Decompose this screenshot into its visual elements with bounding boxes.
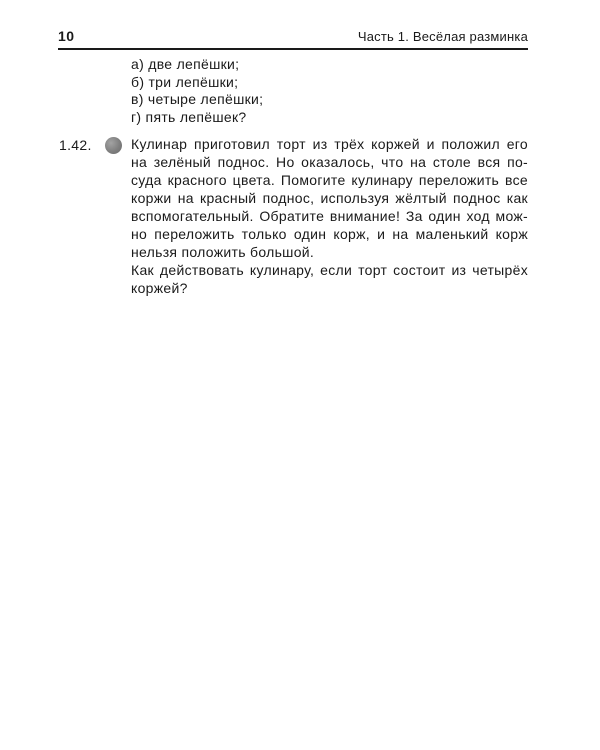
page-number: 10 (58, 28, 75, 44)
task-text-line: коржей? (131, 280, 188, 296)
task-text-line: коржи на красный поднос, используя жёлтый поднос как (131, 190, 528, 206)
task-text (131, 135, 528, 297)
task-text-line: суда красного цвета. Помогите кулинару переложить все (131, 172, 528, 188)
task-text-line: но переложить только один корж, и на маленький корж (131, 226, 528, 242)
answer-option-c: в) четыре лепёшки; (131, 91, 264, 107)
answer-option-b: б) три лепёшки; (131, 73, 239, 90)
page-header (58, 26, 528, 50)
task-text-line: Кулинар приготовил торт из трёх коржей и положил его (131, 136, 528, 152)
task-text-line: нельзя положить большой. (131, 244, 315, 260)
task-text-line: Как действовать кулинару, если торт состоит из четырёх (131, 262, 528, 278)
task-number: 1.42. (59, 137, 92, 153)
answer-option-a: а) две лепёшки; (131, 56, 240, 72)
answer-options-list (131, 56, 263, 126)
section-title: Часть 1. Весёлая разминка (357, 29, 528, 44)
task-text-line: вспомогательный. Обратите внимание! За один ход мож- (131, 208, 528, 224)
answer-option-d: г) пять лепёшек? (131, 108, 247, 125)
difficulty-circle-icon (105, 137, 122, 154)
task-text-line: на зелёный поднос. Но оказалось, что на столе вся по- (131, 154, 528, 170)
